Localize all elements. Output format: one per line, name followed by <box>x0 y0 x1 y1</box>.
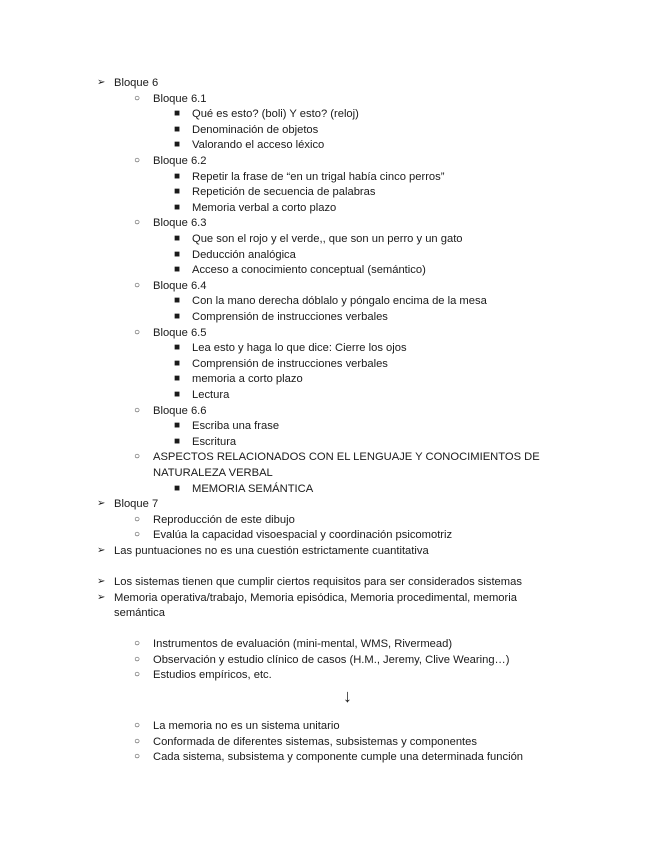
list-item-text: semántica <box>114 607 165 619</box>
arrow-bullet-icon: ➢ <box>97 592 106 603</box>
circle-bullet-icon: ○ <box>134 654 141 665</box>
list-item-text: Estudios empíricos, etc. <box>153 669 272 681</box>
square-bullet-icon: ■ <box>174 311 181 322</box>
list-item-text: Escriba una frase <box>192 420 280 432</box>
square-bullet-icon: ■ <box>174 124 181 135</box>
list-item-text: Lectura <box>192 389 230 401</box>
list-item-text: Los sistemas tienen que cumplir ciertos requisitos para ser considerados sistemas <box>114 576 522 588</box>
list-item-text: Bloque 6.2 <box>153 155 207 167</box>
list-item-text: Bloque 6.5 <box>153 327 207 339</box>
square-bullet-icon: ■ <box>174 436 181 447</box>
list-item-text: Repetir la frase de “en un trigal había cinco perros” <box>192 171 445 183</box>
circle-bullet-icon: ○ <box>134 638 141 649</box>
square-bullet-icon: ■ <box>174 420 181 431</box>
list-item-text: Reproducción de este dibujo <box>153 514 295 526</box>
list-item-text: Bloque 6.4 <box>153 280 207 292</box>
square-bullet-icon: ■ <box>174 108 181 119</box>
list-item-text: Qué es esto? (boli) Y esto? (reloj) <box>192 108 359 120</box>
square-bullet-icon: ■ <box>174 358 181 369</box>
list-item-text: Repetición de secuencia de palabras <box>192 186 376 198</box>
list-item-text: Que son el rojo y el verde,, que son un perro y un gato <box>192 233 463 245</box>
list-item-text: Memoria operativa/trabajo, Memoria episódica, Memoria procedimental, memoria <box>114 592 517 604</box>
circle-bullet-icon: ○ <box>134 280 141 291</box>
square-bullet-icon: ■ <box>174 249 181 260</box>
list-item-text: Bloque 7 <box>114 498 159 510</box>
list-item-text: Cada sistema, subsistema y componente cumple una determinada función <box>153 751 524 763</box>
list-item-text: MEMORIA SEMÁNTICA <box>192 483 314 495</box>
list-item-text: Instrumentos de evaluación (mini-mental, WMS, Rivermead) <box>153 638 453 650</box>
circle-bullet-icon: ○ <box>134 720 141 731</box>
list-item-text: NATURALEZA VERBAL <box>153 467 273 479</box>
list-item-text: Acceso a conocimiento conceptual (semántico) <box>192 264 426 276</box>
list-item-text: La memoria no es un sistema unitario <box>153 720 340 732</box>
list-item-text: Evalúa la capacidad visoespacial y coordinación psicomotriz <box>153 529 453 541</box>
circle-bullet-icon: ○ <box>134 736 141 747</box>
list-item-text: Conformada de diferentes sistemas, subsistemas y componentes <box>153 736 477 748</box>
list-item-text: Las puntuaciones no es una cuestión estrictamente cuantitativa <box>114 545 429 557</box>
list-item-text: ASPECTOS RELACIONADOS CON EL LENGUAJE Y CONOCIMIENTOS DE <box>153 451 540 463</box>
list-item-text: Escritura <box>192 436 237 448</box>
square-bullet-icon: ■ <box>174 264 181 275</box>
square-bullet-icon: ■ <box>174 139 181 150</box>
list-item-text: Lea esto y haga lo que dice: Cierre los ojos <box>192 342 407 354</box>
list-item-text: Bloque 6.3 <box>153 217 207 229</box>
list-item-text: Bloque 6 <box>114 77 159 89</box>
list-item-text: Bloque 6.6 <box>153 405 207 417</box>
list-item-text: memoria a corto plazo <box>192 373 303 385</box>
square-bullet-icon: ■ <box>174 233 181 244</box>
square-bullet-icon: ■ <box>174 186 181 197</box>
square-bullet-icon: ■ <box>174 171 181 182</box>
list-item-text: Observación y estudio clínico de casos (H.M., Jeremy, Clive Wearing…) <box>153 654 510 666</box>
arrow-bullet-icon: ➢ <box>97 545 106 556</box>
list-item-text: Denominación de objetos <box>192 124 319 136</box>
list-item-text: Comprensión de instrucciones verbales <box>192 311 388 323</box>
circle-bullet-icon: ○ <box>134 514 141 525</box>
down-arrow-icon: ↓ <box>343 686 352 706</box>
circle-bullet-icon: ○ <box>134 327 141 338</box>
circle-bullet-icon: ○ <box>134 451 141 462</box>
square-bullet-icon: ■ <box>174 295 181 306</box>
arrow-bullet-icon: ➢ <box>97 498 106 509</box>
circle-bullet-icon: ○ <box>134 155 141 166</box>
arrow-bullet-icon: ➢ <box>97 77 106 88</box>
circle-bullet-icon: ○ <box>134 217 141 228</box>
circle-bullet-icon: ○ <box>134 529 141 540</box>
list-item-text: Con la mano derecha dóblalo y póngalo encima de la mesa <box>192 295 487 307</box>
square-bullet-icon: ■ <box>174 202 181 213</box>
list-item-text: Bloque 6.1 <box>153 93 207 105</box>
circle-bullet-icon: ○ <box>134 751 141 762</box>
list-item-text: Comprensión de instrucciones verbales <box>192 358 388 370</box>
list-item-text: Valorando el acceso léxico <box>192 139 325 151</box>
circle-bullet-icon: ○ <box>134 405 141 416</box>
square-bullet-icon: ■ <box>174 389 181 400</box>
square-bullet-icon: ■ <box>174 373 181 384</box>
square-bullet-icon: ■ <box>174 342 181 353</box>
square-bullet-icon: ■ <box>174 483 181 494</box>
circle-bullet-icon: ○ <box>134 93 141 104</box>
circle-bullet-icon: ○ <box>134 669 141 680</box>
list-item-text: Memoria verbal a corto plazo <box>192 202 337 214</box>
list-item-text: Deducción analógica <box>192 249 296 261</box>
arrow-bullet-icon: ➢ <box>97 576 106 587</box>
